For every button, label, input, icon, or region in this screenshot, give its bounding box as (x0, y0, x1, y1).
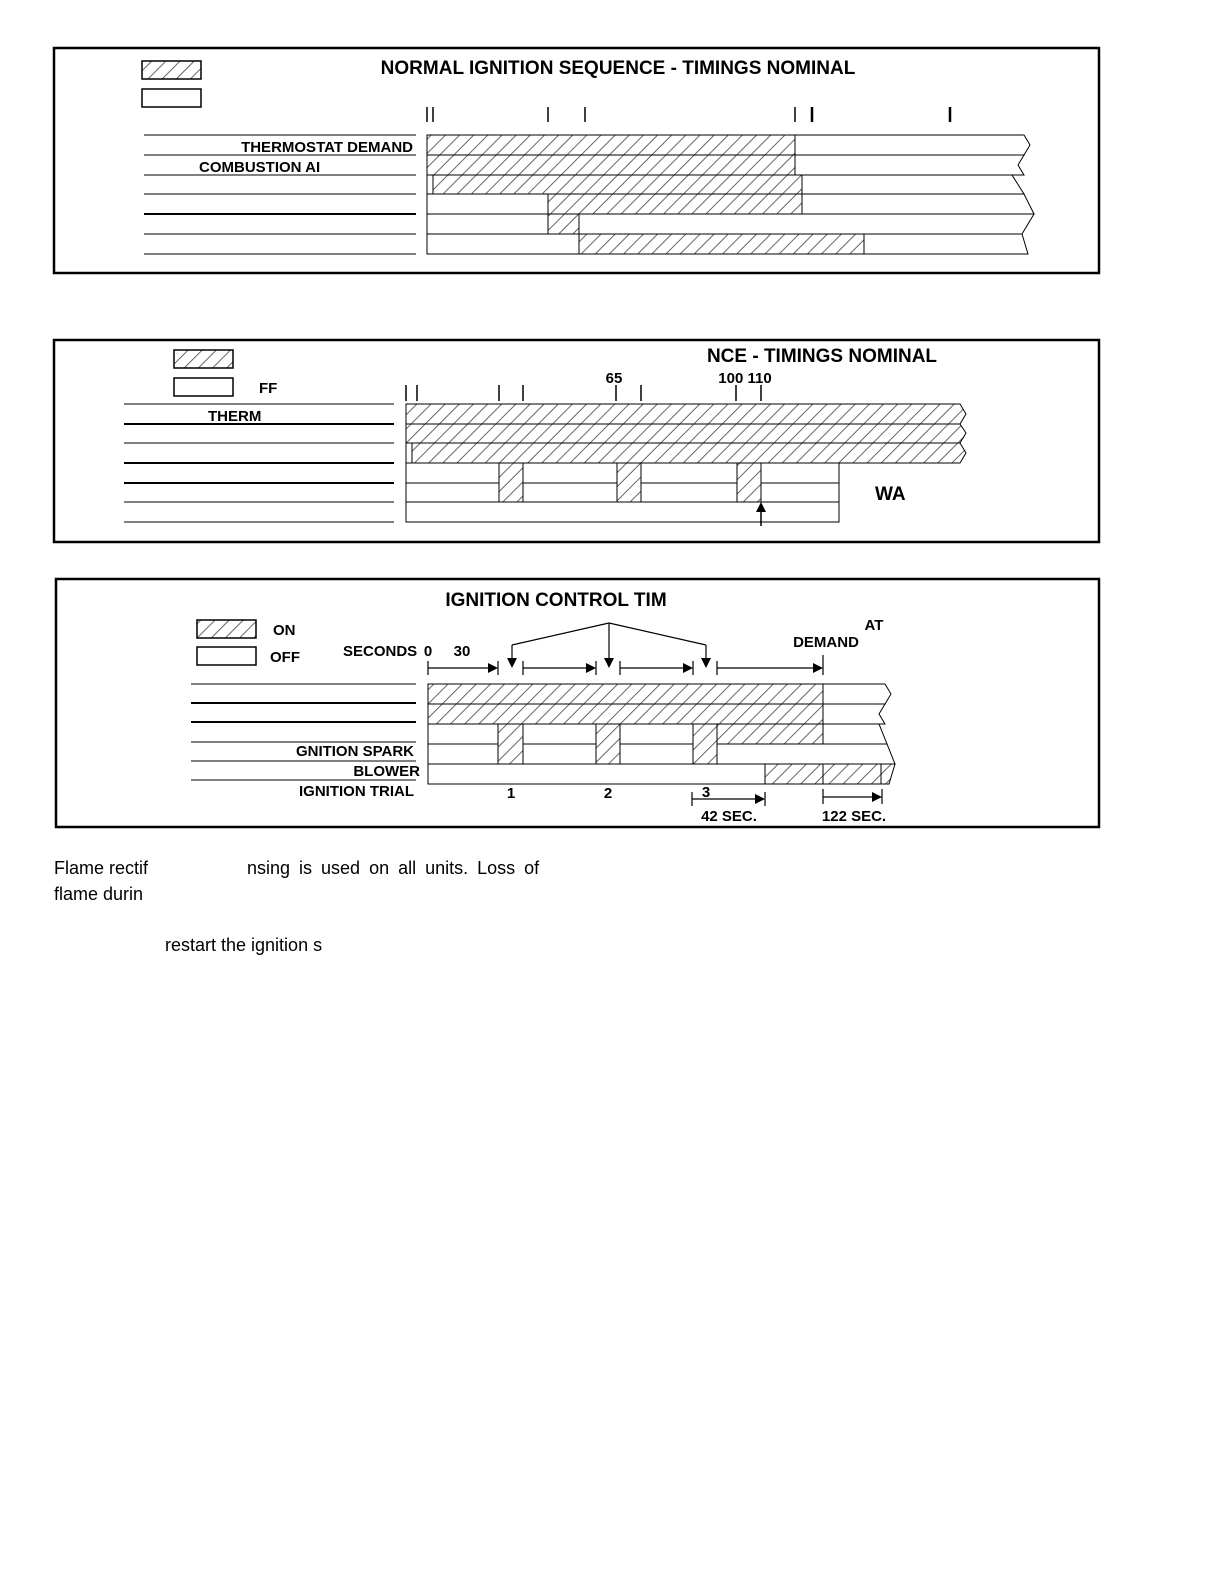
timing-bar-off (406, 443, 412, 463)
timing-bar-off (802, 175, 1024, 194)
timing-bar-on (717, 724, 823, 744)
legend-on-swatch (174, 350, 233, 368)
retry-fan-arrows (507, 623, 711, 668)
legend-off-swatch (142, 89, 201, 107)
figure-normal-ignition-sequence (54, 48, 1099, 273)
time-ticks (427, 107, 950, 122)
side-label: WA (875, 484, 906, 505)
body-text-line-1b: nsing is used on all units. Loss of (247, 858, 540, 878)
trial-number-3: 3 (701, 784, 711, 801)
timing-bar-off (823, 704, 885, 724)
trial-number-1: 1 (506, 785, 516, 802)
trial-number-2: 2 (603, 785, 613, 802)
body-text-line-2: flame durin (54, 884, 144, 904)
duration-arrows (692, 789, 882, 806)
duration-122-sec: 122 SEC. (821, 808, 887, 825)
row-label-combustion-air: COMBUSTION AI (199, 159, 321, 176)
legend-off-label: OFF (270, 649, 300, 666)
legend-on-label: ON (273, 622, 296, 639)
timing-bar-on (548, 214, 579, 234)
timing-bar-off (427, 194, 548, 214)
timing-bar-on (737, 463, 761, 502)
legend-off-swatch (174, 378, 233, 396)
timing-bar-off (717, 744, 895, 764)
interval-arrows (428, 655, 823, 675)
legend-off-swatch (197, 647, 256, 665)
timing-bar-off (427, 214, 548, 234)
demand-label: DEMAND (793, 634, 859, 651)
timing-bar-on (498, 724, 523, 764)
figure-nce-timings (54, 340, 1099, 542)
timing-bar-off (406, 502, 839, 522)
legend-on-swatch (197, 620, 256, 638)
timing-bar-on (499, 463, 523, 502)
figure-title: NORMAL IGNITION SEQUENCE - TIMINGS NOMINAL (380, 58, 856, 79)
time-ticks (406, 385, 761, 401)
duration-42-sec: 42 SEC. (701, 808, 757, 825)
timing-bar-off (795, 155, 1024, 175)
row-label-thermostat-demand: THERMOSTAT DEMAND (241, 139, 413, 156)
figure-ignition-control-timing (56, 579, 1099, 827)
at-label: AT (864, 617, 884, 634)
timing-bar-off (823, 684, 891, 704)
timing-bar-off (427, 234, 579, 254)
timing-bar-on (427, 155, 795, 175)
seconds-label: SECONDS (343, 643, 418, 660)
timing-rows (427, 135, 1034, 254)
timing-bar-on (579, 234, 864, 254)
timing-bar-on (427, 135, 795, 155)
timing-bar-off (795, 135, 1030, 155)
time-label-65: 65 (605, 370, 623, 387)
timing-bar-off (823, 724, 887, 744)
timing-bar-on (433, 175, 802, 194)
time-label-0: 0 (423, 643, 433, 660)
timing-bar-on (693, 724, 717, 764)
timing-rows (428, 684, 895, 784)
body-text-line-3: restart the ignition s (165, 935, 323, 955)
timing-bar-off (864, 234, 1028, 254)
timing-bar-off (802, 194, 1034, 214)
timing-bar-on (406, 424, 966, 443)
timing-bar-on (548, 194, 802, 214)
body-text-line-1a: Flame rectif (54, 858, 149, 878)
timing-bar-on (823, 764, 895, 784)
timing-bar-on (412, 443, 966, 463)
timing-bar-on (406, 404, 966, 424)
time-label-30: 30 (453, 643, 471, 660)
timing-bar-on (765, 764, 823, 784)
row-label-ignition-spark: GNITION SPARK (295, 743, 414, 760)
time-label-100-110: 100 110 (718, 370, 772, 387)
timing-bar-on (428, 704, 823, 724)
legend-on-swatch (142, 61, 201, 79)
row-label-thermostat: THERM (208, 408, 262, 425)
row-label-ignition-trial: IGNITION TRIAL (299, 783, 414, 800)
timing-bar-on (428, 684, 823, 704)
legend-off-label: FF (259, 380, 278, 397)
timing-bar-off (428, 764, 765, 784)
figure-title: NCE - TIMINGS NOMINAL (706, 346, 938, 367)
figure-title: IGNITION CONTROL TIM (445, 590, 667, 611)
timing-bar-on (596, 724, 620, 764)
timing-bar-off (427, 175, 433, 194)
timing-bar-on (617, 463, 641, 502)
timing-bar-off (579, 214, 1034, 234)
row-label-blower: BLOWER (353, 763, 420, 780)
